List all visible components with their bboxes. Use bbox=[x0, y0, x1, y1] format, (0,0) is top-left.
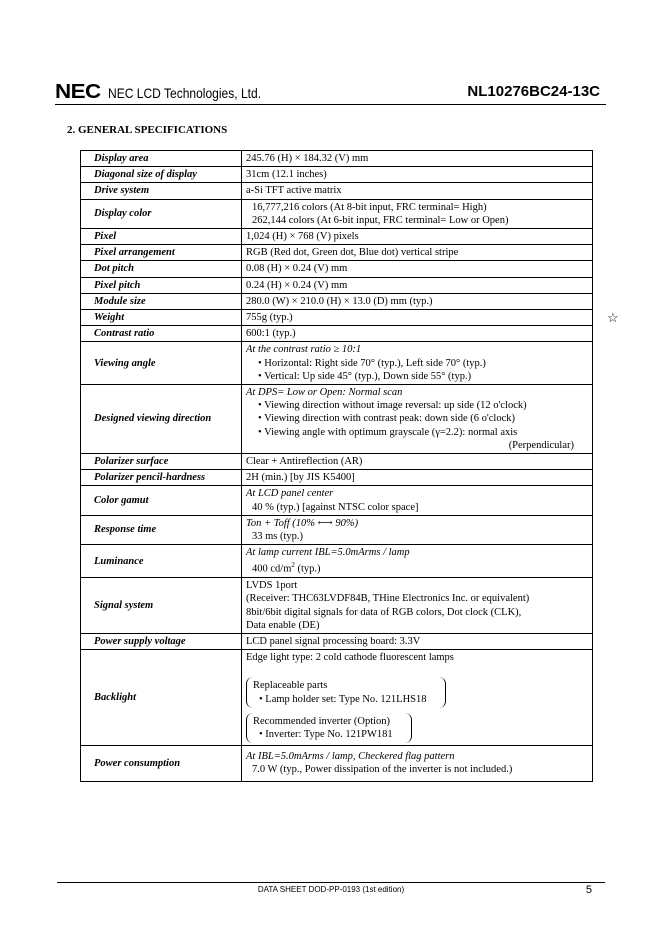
spec-label: Backlight bbox=[81, 650, 242, 746]
spec-value bbox=[242, 746, 593, 781]
spec-line: (Receiver: THC63LVDF84B, THine Electronics Inc. or equivalent) bbox=[246, 593, 530, 605]
spec-value bbox=[242, 578, 593, 634]
model-number: NL10276BC24-13C bbox=[467, 83, 600, 100]
spec-label: Drive system bbox=[81, 183, 242, 199]
spec-label: Color gamut bbox=[81, 486, 242, 515]
spec-condition: At DPS= Low or Open: Normal scan bbox=[246, 387, 403, 399]
spec-value: 0.24 (H) × 0.24 (V) mm bbox=[242, 277, 593, 293]
table-row bbox=[81, 167, 593, 183]
company-name: NEC LCD Technologies, Ltd. bbox=[107, 85, 261, 101]
spec-condition: At LCD panel center bbox=[246, 488, 334, 500]
spec-value: Clear + Antireflection (AR) bbox=[242, 454, 593, 470]
spec-value: 2H (min.) [by JIS K5400] bbox=[242, 470, 593, 486]
table-row bbox=[81, 454, 593, 470]
spec-bullet: • Horizontal: Right side 70° (typ.), Left side 70° (typ.) bbox=[258, 357, 486, 369]
spec-value: a-Si TFT active matrix bbox=[242, 183, 593, 199]
spec-label: Polarizer surface bbox=[81, 454, 242, 470]
star-icon: ☆ bbox=[607, 310, 619, 325]
spec-value: 280.0 (W) × 210.0 (H) × 13.0 (D) mm (typ.) bbox=[242, 293, 593, 309]
spec-line: 16,777,216 colors (At 8-bit input, FRC terminal= High) bbox=[252, 201, 487, 213]
table-row bbox=[81, 245, 593, 261]
spec-value: 0.08 (H) × 0.24 (V) mm bbox=[242, 261, 593, 277]
spec-label: Display area bbox=[81, 151, 242, 167]
header-divider bbox=[55, 104, 606, 105]
spec-value: 245.76 (H) × 184.32 (V) mm bbox=[242, 151, 593, 167]
nec-logo-mark: NEC bbox=[55, 81, 101, 103]
spec-label: Viewing angle bbox=[81, 342, 242, 385]
inverter-box bbox=[246, 713, 412, 743]
table-row bbox=[81, 261, 593, 277]
table-row bbox=[81, 634, 593, 650]
spec-bullet: • Viewing direction with contrast peak: down side (6 o'clock) bbox=[258, 413, 515, 425]
spec-bullet: • Lamp holder set: Type No. 121LHS18 bbox=[259, 693, 427, 705]
table-row bbox=[81, 578, 593, 634]
table-row bbox=[81, 199, 593, 228]
spec-value bbox=[242, 486, 593, 515]
table-row bbox=[81, 746, 593, 781]
spec-label: Power supply voltage bbox=[81, 634, 242, 650]
spec-label: Display color bbox=[81, 199, 242, 228]
spec-label: Response time bbox=[81, 515, 242, 544]
replaceable-parts-box bbox=[246, 677, 446, 707]
section-title: 2. GENERAL SPECIFICATIONS bbox=[67, 124, 228, 136]
spec-value: LCD panel signal processing board: 3.3V bbox=[242, 634, 593, 650]
spec-table bbox=[80, 150, 593, 782]
table-row bbox=[81, 470, 593, 486]
spec-value bbox=[242, 385, 593, 454]
page-number: 5 bbox=[585, 884, 592, 896]
spec-line: (Perpendicular) bbox=[508, 439, 574, 451]
spec-line: 7.0 W (typ., Power dissipation of the inverter is not included.) bbox=[252, 764, 513, 776]
spec-line: LVDS 1port bbox=[246, 580, 298, 592]
spec-condition: At lamp current IBL=5.0mArms / lamp bbox=[246, 547, 410, 559]
table-row bbox=[81, 545, 593, 578]
spec-line bbox=[246, 559, 588, 576]
spec-label: Diagonal size of display bbox=[81, 167, 242, 183]
spec-bullet: • Viewing angle with optimum grayscale (γ=2.2): normal axis bbox=[258, 426, 518, 438]
spec-condition: Ton + Toff (10% ⟷ 90%) bbox=[246, 517, 359, 529]
spec-value bbox=[242, 342, 593, 385]
table-row bbox=[81, 183, 593, 199]
table-row bbox=[81, 310, 593, 326]
spec-label: Signal system bbox=[81, 578, 242, 634]
table-row bbox=[81, 326, 593, 342]
table-row bbox=[81, 650, 593, 746]
spec-line: 33 ms (typ.) bbox=[252, 531, 304, 543]
spec-value: 31cm (12.1 inches) bbox=[242, 167, 593, 183]
spec-label: Pixel arrangement bbox=[81, 245, 242, 261]
spec-line: 40 % (typ.) [against NTSC color space] bbox=[252, 501, 419, 513]
table-row bbox=[81, 277, 593, 293]
spec-value: 1,024 (H) × 768 (V) pixels bbox=[242, 229, 593, 245]
table-row bbox=[81, 229, 593, 245]
spec-label: Contrast ratio bbox=[81, 326, 242, 342]
spec-label: Dot pitch bbox=[81, 261, 242, 277]
spec-condition: At the contrast ratio ≥ 10:1 bbox=[246, 344, 362, 356]
spec-bullet: • Viewing direction without image reversal: up side (12 o'clock) bbox=[258, 400, 527, 412]
spec-condition: At IBL=5.0mArms / lamp, Checkered flag pattern bbox=[246, 751, 455, 763]
spec-line: 8bit/6bit digital signals for data of RGB colors, Dot clock (CLK), bbox=[246, 606, 522, 618]
spec-label: Weight bbox=[81, 310, 242, 326]
table-row bbox=[81, 486, 593, 515]
spec-value: RGB (Red dot, Green dot, Blue dot) vertical stripe bbox=[242, 245, 593, 261]
table-row bbox=[81, 151, 593, 167]
document-id: DATA SHEET DOD-PP-0193 (1st edition) bbox=[257, 885, 405, 894]
spec-value bbox=[242, 545, 593, 578]
spec-line: Replaceable parts bbox=[253, 680, 328, 692]
luminance-exponent: 2 bbox=[291, 561, 295, 570]
spec-label: Designed viewing direction bbox=[81, 385, 242, 454]
footer-divider bbox=[57, 882, 605, 883]
table-row bbox=[81, 293, 593, 309]
spec-bullet: • Inverter: Type No. 121PW181 bbox=[259, 729, 393, 741]
spec-label: Polarizer pencil-hardness bbox=[81, 470, 242, 486]
spec-value: 755g (typ.) bbox=[242, 310, 593, 326]
spec-label: Luminance bbox=[81, 545, 242, 578]
spec-label: Pixel bbox=[81, 229, 242, 245]
luminance-value: 400 cd/m bbox=[252, 563, 292, 575]
luminance-suffix: (typ.) bbox=[294, 563, 321, 575]
table-row bbox=[81, 342, 593, 385]
spec-label: Power consumption bbox=[81, 746, 242, 781]
spec-value bbox=[242, 650, 593, 746]
spec-value bbox=[242, 515, 593, 544]
table-row bbox=[81, 515, 593, 544]
spec-line: Data enable (DE) bbox=[246, 619, 320, 631]
spec-line: Recommended inverter (Option) bbox=[253, 715, 391, 727]
spec-line: 262,144 colors (At 6-bit input, FRC terminal= Low or Open) bbox=[252, 214, 509, 226]
spec-label: Pixel pitch bbox=[81, 277, 242, 293]
table-row bbox=[81, 385, 593, 454]
spec-label: Module size bbox=[81, 293, 242, 309]
spec-line: Edge light type: 2 cold cathode fluorescent lamps bbox=[246, 652, 454, 664]
spec-value: 600:1 (typ.) bbox=[242, 326, 593, 342]
spec-bullet: • Vertical: Up side 45° (typ.), Down side 55° (typ.) bbox=[258, 370, 472, 382]
spec-value bbox=[242, 199, 593, 228]
company-logo bbox=[55, 81, 286, 104]
